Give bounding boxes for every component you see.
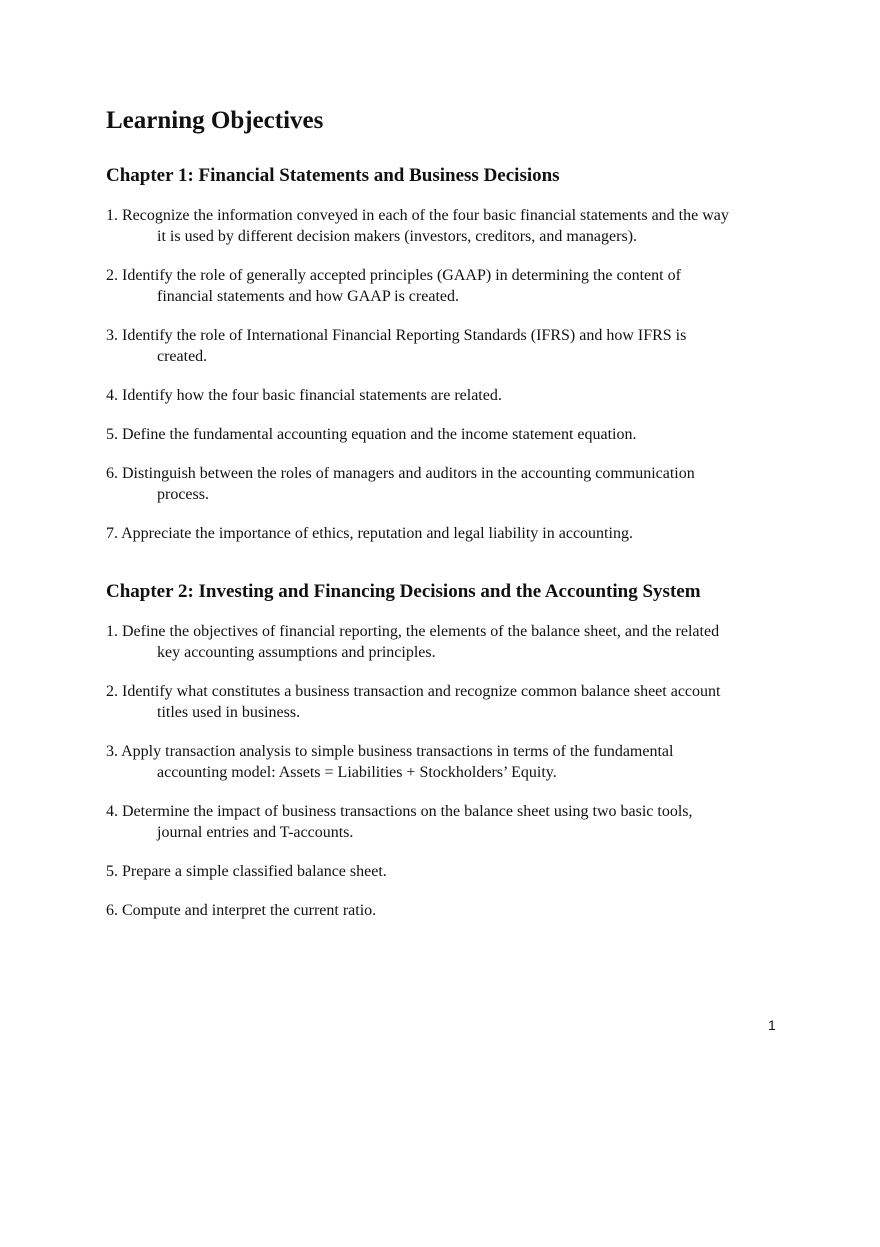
- objective-line: 4. Identify how the four basic financial statements are related.: [106, 387, 502, 404]
- objective-line: it is used by different decision makers (investors, creditors, and managers).: [157, 228, 638, 245]
- objective-line: 6. Compute and interpret the current ratio.: [106, 902, 377, 919]
- objective-item: [106, 900, 806, 921]
- objective-line: 6. Distinguish between the roles of managers and auditors in the accounting communication: [106, 465, 695, 482]
- document-page: [106, 106, 806, 939]
- objective-line: titles used in business.: [157, 704, 301, 721]
- objective-item: [106, 741, 806, 783]
- objective-item: [106, 523, 806, 544]
- objective-line: 1. Define the objectives of financial reporting, the elements of the balance sheet, and the related: [106, 623, 720, 640]
- page-title: Learning Objectives: [106, 107, 324, 134]
- objective-line: journal entries and T-accounts.: [157, 824, 354, 841]
- objective-item: [106, 265, 806, 307]
- objective-item: [106, 424, 806, 445]
- objective-line: 5. Prepare a simple classified balance sheet.: [106, 863, 387, 880]
- objective-line: process.: [157, 486, 209, 503]
- objective-line: 3. Identify the role of International Financial Reporting Standards (IFRS) and how IFRS is: [106, 327, 687, 344]
- objective-item: [106, 205, 806, 247]
- objective-item: [106, 385, 806, 406]
- objective-line: 5. Define the fundamental accounting equation and the income statement equation.: [106, 426, 637, 443]
- objective-line: 4. Determine the impact of business transactions on the balance sheet using two basic tools,: [106, 803, 693, 820]
- objective-line: 7. Appreciate the importance of ethics, reputation and legal liability in accounting.: [106, 525, 633, 542]
- chapter-heading: Chapter 1: Financial Statements and Business Decisions: [106, 165, 560, 186]
- objective-line: accounting model: Assets = Liabilities + Stockholders’ Equity.: [157, 764, 557, 781]
- objective-line: key accounting assumptions and principles.: [157, 644, 436, 661]
- objective-item: [106, 681, 806, 723]
- objective-line: 2. Identify what constitutes a business transaction and recognize common balance sheet account: [106, 683, 721, 700]
- objective-line: 3. Apply transaction analysis to simple business transactions in terms of the fundamental: [106, 743, 674, 760]
- page-number: 1: [768, 1017, 776, 1033]
- objective-line: 2. Identify the role of generally accepted principles (GAAP) in determining the content of: [106, 267, 681, 284]
- objective-line: created.: [157, 348, 208, 365]
- objective-line: financial statements and how GAAP is created.: [157, 288, 459, 305]
- objective-item: [106, 621, 806, 663]
- objective-item: [106, 861, 806, 882]
- objective-item: [106, 801, 806, 843]
- objective-item: [106, 325, 806, 367]
- chapters: [106, 164, 806, 921]
- chapter-heading: Chapter 2: Investing and Financing Decisions and the Accounting System: [106, 581, 701, 602]
- objective-line: 1. Recognize the information conveyed in each of the four basic financial statements and the way: [106, 207, 729, 224]
- objective-item: [106, 463, 806, 505]
